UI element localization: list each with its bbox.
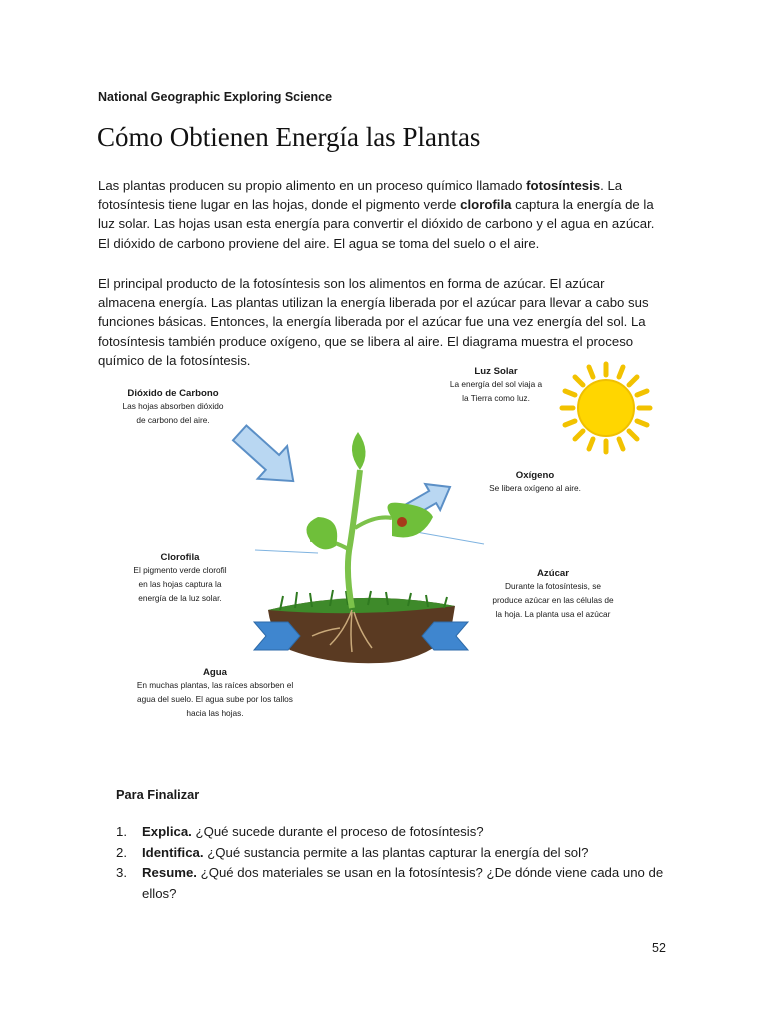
- azucar-desc-line: produce azúcar en las células de: [492, 595, 614, 605]
- label-dioxido-carbono: [102, 388, 244, 427]
- question-text: ¿Qué dos materiales se usan en la fotosíntesis? ¿De dónde viene cada uno de ellos?: [142, 865, 664, 901]
- agua-desc-line: En muchas plantas, las raíces absorben el: [136, 680, 294, 690]
- term-fotosintesis: fotosíntesis: [526, 178, 601, 193]
- question-item: [116, 843, 676, 864]
- question-keyword: Identifica.: [142, 844, 204, 860]
- para1-seg: . La fotosíntesis tiene lugar en las hojas, donde el pigmento verde: [98, 178, 623, 213]
- clorofila-pointer-line: [255, 550, 318, 553]
- para1-seg: captura la energía de la luz solar. Las hojas usan esta energía para convertir el dióxido de carbono y el agua en azúcar. El dióxido de carbono proviene del aire. El agua se toma del suelo o el aire.: [98, 197, 655, 251]
- page-number: 52: [652, 941, 666, 955]
- para1-seg: Las plantas producen su propio alimento en un proceso químico llamado: [98, 178, 527, 193]
- question-keyword: Explica.: [142, 824, 192, 839]
- sun-icon: [562, 364, 650, 452]
- azucar-desc-line: Durante la fotosíntesis, se: [505, 581, 601, 591]
- clorofila-desc-line: energía de la luz solar.: [138, 593, 222, 603]
- question-item: [116, 822, 676, 843]
- agua-desc-line: agua del suelo. El agua sube por los tallos: [137, 694, 293, 704]
- luz-solar-desc-line: La energía del sol viaja a: [449, 379, 543, 389]
- question-text: ¿Qué sucede durante el proceso de fotosíntesis?: [191, 824, 484, 839]
- azucar-title: Azúcar: [537, 568, 569, 579]
- soil-icon: [268, 590, 455, 663]
- question-number: 1.: [116, 824, 127, 839]
- ladybug-icon: [397, 517, 407, 527]
- luz-solar-title: Luz Solar: [474, 366, 518, 377]
- label-clorofila: [115, 552, 245, 605]
- oxigeno-desc-line: Se libera oxígeno al aire.: [489, 483, 581, 493]
- section-heading: Para Finalizar: [116, 787, 200, 802]
- intro-paragraph: [98, 176, 664, 253]
- clorofila-title: Clorofila: [160, 552, 200, 563]
- question-keyword: Resume.: [142, 865, 197, 880]
- co2-desc-line: de carbono del aire.: [136, 415, 210, 425]
- co2-desc-line: Las hojas absorben dióxido: [122, 401, 224, 411]
- clorofila-desc-line: en las hojas captura la: [138, 579, 222, 589]
- question-number: 3.: [116, 865, 127, 880]
- oxigeno-title: Oxígeno: [515, 470, 555, 481]
- clorofila-desc-line: El pigmento verde clorofil: [133, 565, 227, 575]
- co2-arrow-icon: [225, 417, 308, 498]
- agua-desc-line: hacia las hojas.: [186, 708, 244, 718]
- co2-title: Dióxido de Carbono: [127, 388, 219, 399]
- page-title: Cómo Obtienen Energía las Plantas: [97, 122, 481, 152]
- label-agua: [120, 667, 310, 720]
- question-number: 2.: [116, 844, 127, 860]
- question-item: [116, 863, 676, 904]
- luz-solar-desc-line: la Tierra como luz.: [462, 393, 530, 403]
- series-header: National Geographic Exploring Science: [98, 90, 333, 104]
- azucar-desc-line: la hoja. La planta usa el azúcar: [495, 609, 611, 619]
- question-text: ¿Qué sustancia permite a las plantas capturar la energía del sol?: [203, 844, 589, 860]
- product-paragraph: El principal producto de la fotosíntesis son los alimentos en forma de azúcar. El azúcar almacena energía. Las plantas utilizan la energía liberada por el azúcar para llevar a cabo sus funciones básicas. Entonces, la energía liberada por el azúcar fue una vez energía del sol. La fotosíntesis también produce oxígeno, que se libera al aire. El diagrama muestra el proceso químico de la fotosíntesis.: [98, 276, 649, 368]
- question-list: [116, 822, 676, 904]
- plant-icon: [306, 432, 433, 608]
- label-azucar: [482, 568, 624, 621]
- term-clorofila: clorofila: [460, 197, 512, 213]
- label-luz-solar: [430, 366, 562, 405]
- agua-title: Agua: [203, 667, 227, 678]
- label-oxigeno: [478, 470, 592, 495]
